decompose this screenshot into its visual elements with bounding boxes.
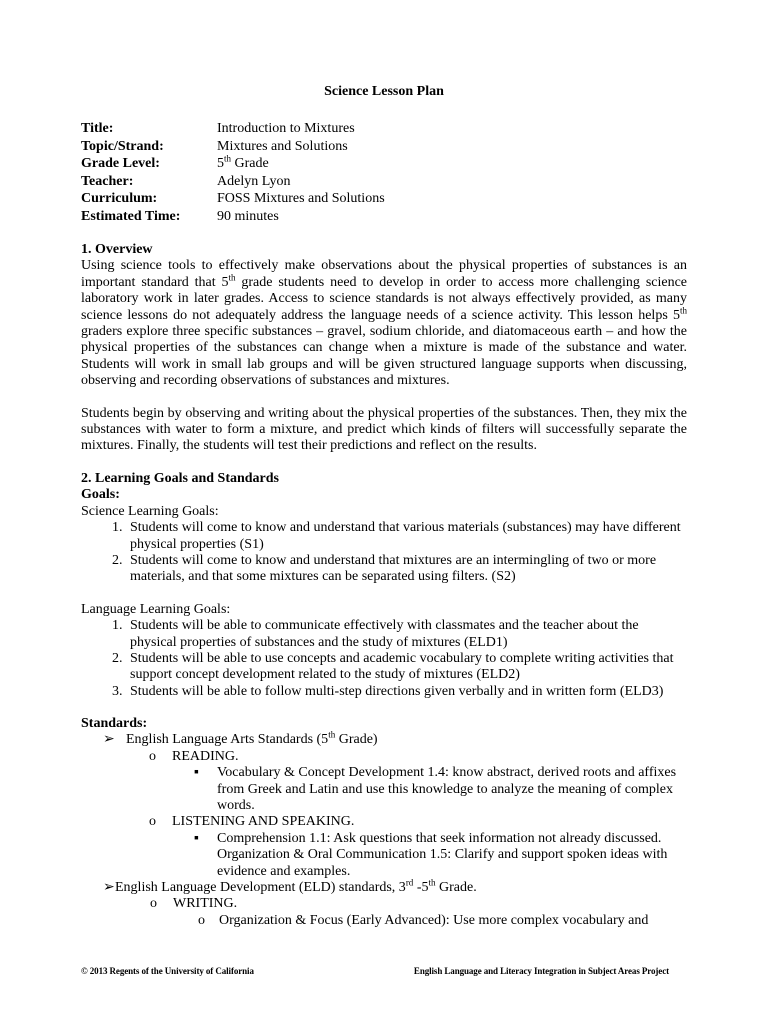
standards-heading: Standards:: [81, 716, 148, 731]
writing-label: WRITING.: [173, 896, 238, 912]
meta-grade-value: 5th Grade: [217, 153, 269, 172]
ela-standards-item: [81, 729, 687, 748]
standards-section: [81, 716, 687, 929]
meta-teacher-row: [81, 173, 385, 191]
eld-standards-text: English Language Development (ELD) standards, 3rd -5th Grade.: [115, 877, 477, 896]
listening-detail-item: [81, 831, 687, 880]
footer-project: English Language and Literacy Integration in Subject Areas Project: [413, 966, 669, 976]
meta-curriculum-label: Curriculum:: [81, 191, 158, 207]
meta-topic-value: Mixtures and Solutions: [217, 138, 348, 154]
list-item: 1. Students will come to know and understand that various materials (substances) may have different physical properties (S1): [126, 520, 687, 553]
footer-copyright: © 2013 Regents of the University of California: [81, 966, 254, 976]
meta-teacher-value: Adelyn Lyon: [217, 173, 291, 189]
list-item: 2. Students will be able to use concepts and academic vocabulary to complete writing activities that support concept development related to the study of mixtures (ELD2): [126, 651, 687, 684]
writing-detail-item: [81, 913, 687, 929]
lesson-metadata: [81, 120, 385, 226]
overview-heading: 1. Overview: [81, 242, 153, 257]
meta-time-value: 90 minutes: [217, 208, 279, 224]
writing-item: [81, 896, 687, 912]
goals-section: [81, 471, 687, 700]
ela-standards-text: English Language Arts Standards (5th Grade): [126, 729, 378, 748]
goals-subheading: Goals:: [81, 487, 120, 503]
document-title: Science Lesson Plan: [324, 84, 444, 99]
list-item: 3. Students will be able to follow multi-step directions given verbally and in written form (ELD3): [126, 684, 687, 700]
list-item: 1. Students will be able to communicate effectively with classmates and the teacher about the physical properties of substances and the study of mixtures (ELD1): [126, 618, 687, 651]
listening-item: [81, 814, 687, 830]
meta-topic-label: Topic/Strand:: [81, 138, 164, 154]
language-goals-label: Language Learning Goals:: [81, 601, 231, 617]
arrow-bullet-icon: ➢: [103, 880, 115, 896]
meta-topic-row: [81, 138, 385, 156]
meta-title-row: [81, 120, 385, 138]
listening-detail-text: Comprehension 1.1: Ask questions that seek information not already discussed. Organization & Oral Communication 1.5: Clarify and support spoken ideas with evidence and examples.: [217, 830, 668, 879]
meta-teacher-label: Teacher:: [81, 173, 134, 189]
listening-label: LISTENING AND SPEAKING.: [172, 814, 355, 830]
meta-grade-row: [81, 155, 385, 173]
overview-section: [81, 242, 687, 455]
meta-time-label: Estimated Time:: [81, 208, 181, 224]
circle-bullet-icon: o: [149, 814, 156, 830]
eld-standards-item: [81, 877, 687, 896]
circle-bullet-icon: o: [198, 912, 205, 928]
meta-title-label: Title:: [81, 121, 114, 136]
meta-title-value: Introduction to Mixtures: [217, 121, 355, 136]
page-footer: [81, 966, 669, 976]
arrow-bullet-icon: ➢: [103, 732, 115, 748]
list-item: 2. Students will come to know and understand that mixtures are an intermingling of two or more materials, and that some mixtures can be separated using filters. (S2): [126, 553, 687, 586]
reading-label: READING.: [172, 748, 239, 764]
overview-paragraph-1: Using science tools to effectively make observations about the physical properties of substances is an important standard that 5th grade students need to develop in order to access more challenging science laboratory work in later grades. Access to science standards is not always effectively provided, as many science lessons do not adequately address the language needs of a science activity. This lesson helps 5th graders explore three specific substances – gravel, sodium chloride, and diatomaceous earth – and how the physical properties of the substances can change when a mixture is made of the substance and water. Students will work in small lab groups and will be given structured language supports when discussing, observing and recording observations of substances and mixtures.: [81, 258, 688, 389]
meta-curriculum-row: [81, 190, 385, 208]
square-bullet-icon: ▪: [194, 830, 199, 846]
overview-paragraph-2: Students begin by observing and writing about the physical properties of the substances. Then, they mix the substances with water to form a mixture, and predict which kinds of filters will successfully separate the mixtures. Finally, the students will test their predictions and reflect on the results.: [81, 405, 687, 454]
meta-time-row: [81, 208, 385, 226]
reading-item: [81, 749, 687, 765]
meta-curriculum-value: FOSS Mixtures and Solutions: [217, 191, 385, 207]
science-goals-list: [81, 520, 687, 586]
meta-grade-label: Grade Level:: [81, 156, 160, 172]
reading-detail-item: [81, 765, 687, 814]
reading-detail-text: Vocabulary & Concept Development 1.4: know abstract, derived roots and affixes from Greek and Latin and use this knowledge to analyze the meaning of complex words.: [217, 765, 677, 814]
goals-heading: 2. Learning Goals and Standards: [81, 471, 279, 486]
science-goals-label: Science Learning Goals:: [81, 503, 219, 519]
circle-bullet-icon: o: [150, 896, 157, 912]
language-goals-list: [81, 618, 687, 700]
square-bullet-icon: ▪: [194, 765, 199, 781]
circle-bullet-icon: o: [149, 748, 156, 764]
writing-detail-text: Organization & Focus (Early Advanced): Use more complex vocabulary and: [219, 912, 649, 928]
